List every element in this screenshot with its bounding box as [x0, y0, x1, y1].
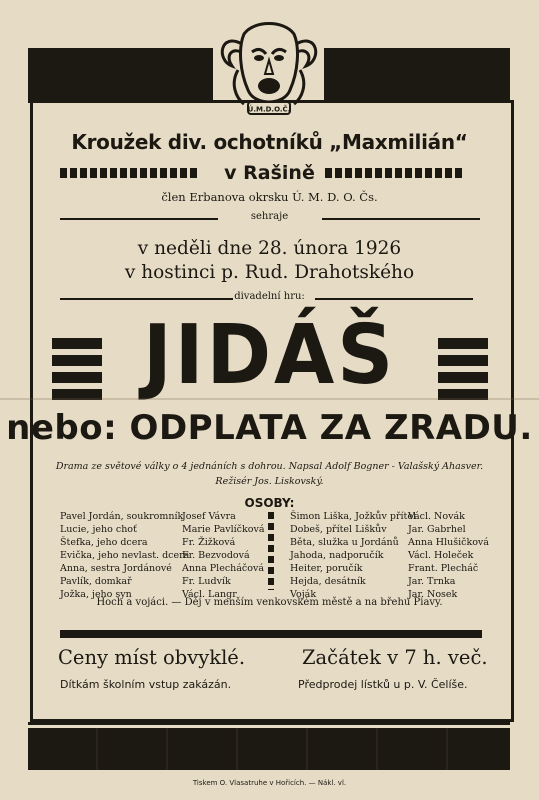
cast-role: Běta, služka u Jordánů — [290, 537, 399, 548]
cast-actor: Frant. Plecháč — [408, 563, 479, 574]
cast-role: Voják — [290, 589, 317, 600]
theatre-mask-icon — [214, 14, 324, 124]
membership-line: člen Erbanova okrsku Ú. M. D. O. Čs. — [161, 190, 378, 204]
cast-actor: Jar. Trnka — [408, 576, 456, 587]
cast-actor: Josef Vávra — [182, 511, 236, 522]
header-bar-left — [28, 48, 213, 96]
cast-actor: Fr. Ludvík — [182, 576, 231, 587]
cast-role: Jahoda, nadporučík — [290, 550, 384, 561]
cast-divider — [268, 512, 274, 590]
cast-actor: Fr. Žižková — [182, 537, 236, 548]
cast-role: Lucie, jeho choť — [60, 524, 137, 535]
presale-info: Předprodej lístků u p. V. Čelíše. — [298, 678, 468, 691]
cast-actor: Jar. Nosek — [408, 589, 458, 600]
event-venue: v hostinci p. Rud. Drahotského — [124, 262, 415, 283]
cast-role: Anna, sestra Jordánové — [60, 563, 172, 574]
cast-actor: Marie Pavlíčková — [182, 524, 265, 535]
play-description: Drama ze světové války o 4 jednáních s dohrou. Napsal Adolf Bogner - Valašský Ahasver. — [55, 461, 484, 472]
cast-role: Evička, jeho nevlast. dcera — [60, 550, 190, 561]
play-subtitle: nebo: ODPLATA ZA ZRADU. — [6, 408, 533, 448]
cast-left-actors — [182, 510, 266, 601]
divider-thick — [60, 630, 482, 638]
cast-role: Šimon Liška, Jožkův přítel — [290, 511, 417, 522]
director-line: Režisér Jos. Liskovský. — [215, 476, 324, 487]
footer-band — [28, 728, 510, 770]
setting-note: Hoch a vojáci. — Děj v menším venkovském městě a na břehu Piavy. — [96, 597, 443, 608]
footer-rule — [28, 722, 510, 725]
ticket-prices: Ceny míst obvyklé. — [58, 646, 246, 669]
cast-heading: OSOBY: — [244, 496, 295, 510]
cast-right-roles — [290, 510, 417, 601]
header-bar-right — [324, 48, 510, 96]
cast-role: Dobeš, přítel Liškův — [290, 524, 387, 535]
cast-role: Štefka, jeho dcera — [60, 537, 148, 548]
cast-actor: Fr. Bezvodová — [182, 550, 250, 561]
cast-actor: Václ. Holeček — [408, 550, 474, 561]
performs-label: sehraje — [250, 211, 289, 222]
cast-actor: Jar. Gabrhel — [408, 524, 466, 535]
club-place: v Rašině — [224, 162, 315, 184]
club-name: Kroužek div. ochotníků „Maxmilián“ — [71, 130, 468, 154]
emblem-lettering: Ú.M.D.O.Č. — [247, 105, 291, 114]
printer-imprint: Tiskem O. Vlasatruhe v Hořicích. — Nákl. vl. — [192, 779, 347, 787]
cast-role: Pavel Jordán, soukromník — [60, 511, 184, 522]
play-title: JIDÁŠ — [142, 308, 397, 403]
cast-role: Jožka, jeho syn — [60, 589, 132, 600]
cast-role: Hejda, desátník — [290, 576, 366, 587]
children-notice: Dítkám školním vstup zakázán. — [60, 678, 232, 691]
paper-fold — [0, 398, 539, 400]
cast-actor: Václ. Novák — [408, 511, 465, 522]
cast-actor: Anna Plecháčová — [182, 563, 265, 574]
cast-role: Heiter, poručík — [290, 563, 363, 574]
event-date: v neděli dne 28. února 1926 — [137, 238, 402, 259]
cast-actor: Anna Hlušičková — [408, 537, 489, 548]
cast-left-roles — [60, 510, 190, 601]
cast-actor: Václ. Langr — [182, 589, 237, 600]
play-kind-label: divadelní hru: — [234, 291, 305, 302]
cast-right-actors — [408, 510, 498, 601]
cast-role: Pavlík, domkař — [60, 576, 132, 587]
start-time: Začátek v 7 h. več. — [302, 646, 488, 669]
